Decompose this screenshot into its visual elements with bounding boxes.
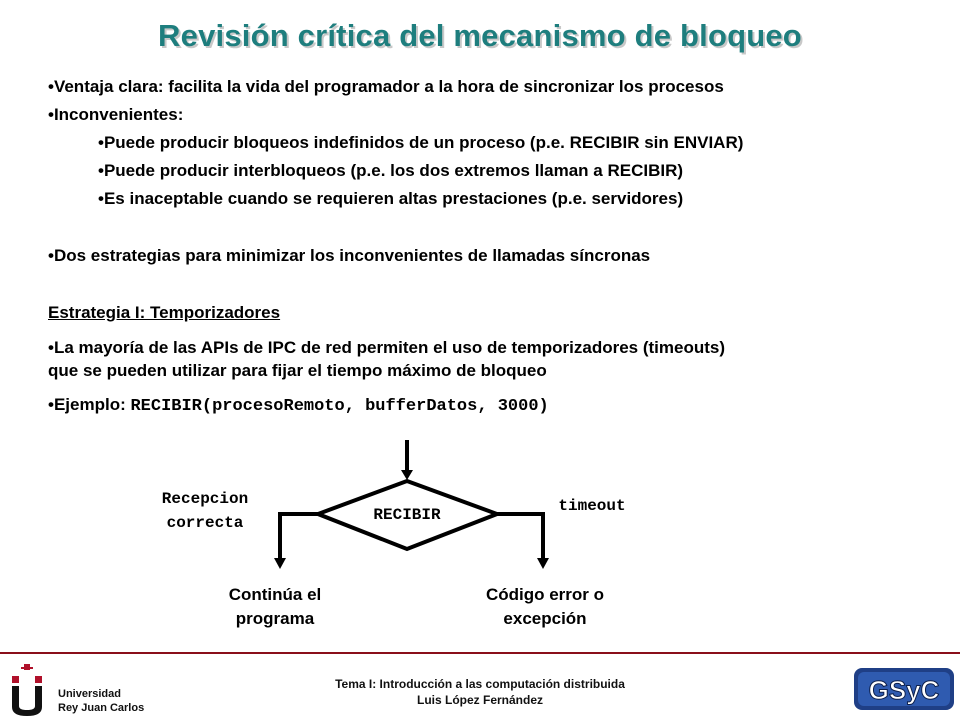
bullet-timeouts-line2: que se pueden utilizar para fijar el tiempo máximo de bloqueo [48, 361, 547, 380]
sub-bullet-interbloqueos: •Puede producir interbloqueos (p.e. los dos extremos llaman a RECIBIR) [98, 161, 684, 180]
footer-divider [0, 652, 960, 654]
entry-arrowhead [401, 470, 413, 480]
bullet-inconvenientes: •Inconvenientes: [48, 105, 184, 124]
bullet-timeouts-line1: •La mayoría de las APIs de IPC de red permiten el uso de temporizadores (timeouts) [48, 338, 726, 357]
right-branch-line [497, 514, 543, 560]
university-name-line2: Rey Juan Carlos [58, 702, 145, 714]
left-outcome-line2: programa [235, 609, 315, 628]
left-outcome-line1: Continúa el [228, 585, 322, 604]
right-branch-arrowhead [537, 558, 549, 569]
gsyc-logo [852, 664, 956, 714]
bullet-estrategias: •Dos estrategias para minimizar los inconvenientes de llamadas síncronas [48, 246, 651, 265]
sub-bullet-prestaciones: •Es inaceptable cuando se requieren altas prestaciones (p.e. servidores) [98, 189, 684, 208]
example-prefix: •Ejemplo: [48, 395, 131, 414]
left-branch-line [280, 514, 318, 560]
right-branch-label: timeout [558, 497, 626, 515]
left-branch-label-line1: Recepcion [161, 490, 249, 508]
university-name-line1: Universidad [58, 688, 121, 700]
sub-bullet-bloqueos: •Puede producir bloqueos indefinidos de un proceso (p.e. RECIBIR sin ENVIAR) [98, 133, 744, 152]
footer-author: Luis López Fernández [416, 693, 543, 707]
decision-label: RECIBIR [373, 506, 441, 524]
right-outcome-line1: Código error o [485, 585, 605, 604]
right-outcome-line2: excepción [503, 609, 587, 628]
example-code: RECIBIR(procesoRemoto, bufferDatos, 3000) [130, 397, 549, 416]
gsyc-logo-text: GSyC [868, 675, 940, 705]
footer-topic: Tema I: Introducción a las computación distribuida [335, 677, 625, 691]
left-branch-arrowhead [274, 558, 286, 569]
bullet-ventaja: •Ventaja clara: facilita la vida del programador a la hora de sincronizar los procesos [48, 77, 724, 96]
strategy-heading: Estrategia I: Temporizadores [48, 303, 281, 322]
slide-title: Revisión crítica del mecanismo de bloqueo [158, 18, 802, 53]
left-branch-label-line2: correcta [166, 514, 244, 532]
